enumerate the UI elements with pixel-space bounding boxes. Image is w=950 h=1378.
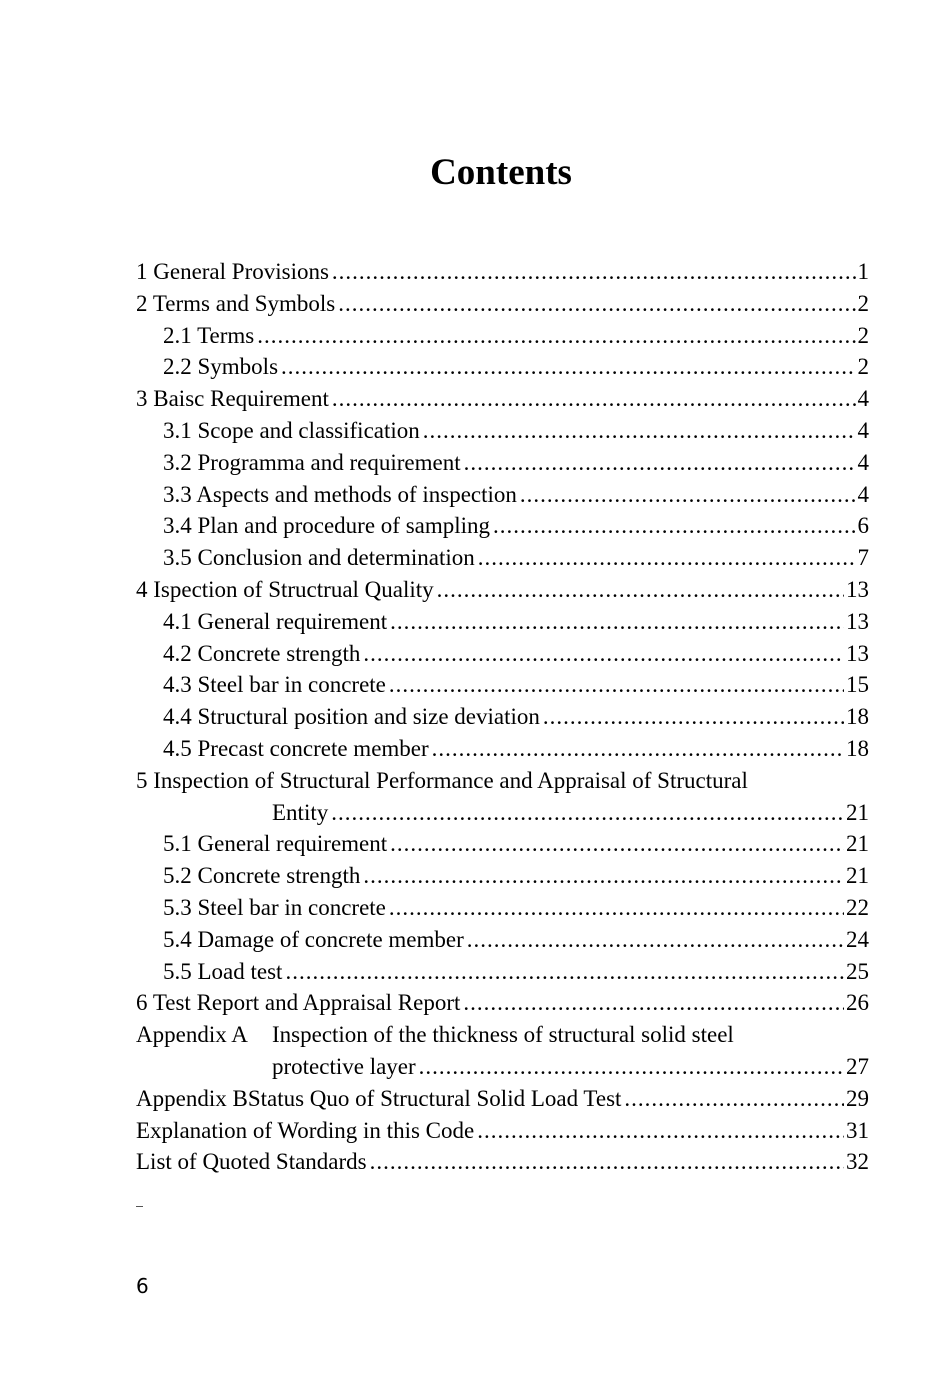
page-number: 6 [136,1274,149,1298]
toc-entry-label: 3.4 Plan and procedure of sampling [163,513,491,539]
toc-entry-page: 18 [846,735,869,761]
toc-entry-5[interactable] [136,765,869,797]
leader-dots [390,606,844,638]
toc-entry-5-2[interactable] [136,860,869,892]
toc-entry-3[interactable] [136,383,869,415]
toc-entry-page: 13 [846,640,869,666]
leader-dots [437,574,844,606]
toc-entry-label: 5.2 Concrete strength [163,863,361,889]
leader-dots [331,797,844,829]
leader-dots [543,701,844,733]
toc-entry-page: 6 [857,513,869,539]
toc-entry-label: 3.2 Programma and requirement [163,449,461,475]
appendix-code: Appendix A [136,1022,248,1048]
toc-entry-label: 3 Baisc Requirement [136,386,329,412]
toc-entry-4-3[interactable] [136,669,869,701]
toc-entry-label: 2 Terms and Symbols [136,290,336,316]
toc-entry-appendix-b[interactable] [136,1083,869,1115]
toc-entry-3-1[interactable] [136,415,869,447]
toc-entry-page: 22 [846,894,869,920]
toc-entry-label: Status Quo of Structural Solid Load Test [247,1085,622,1111]
toc-entry-label: 1 General Provisions [136,259,329,284]
toc-entry-5-3[interactable] [136,892,869,924]
leader-dots [467,924,844,956]
toc-entry-label: 4.2 Concrete strength [163,640,361,666]
leader-dots [338,288,855,320]
leader-dots [390,828,844,860]
toc-entry-5-1[interactable] [136,828,869,860]
toc-entry-label: Inspection of the thickness of structural solid steel [272,1022,734,1048]
toc-entry-label: 4.4 Structural position and size deviation [163,704,540,730]
toc-entry-label: 4.3 Steel bar in concrete [163,672,386,698]
toc-entry-appendix-a[interactable] [136,1019,869,1051]
page-title: Contents [430,152,572,193]
toc-entry-page: 29 [846,1085,869,1111]
stray-mark [136,1206,143,1207]
toc-entry-page: 13 [846,608,869,634]
appendix-code: Appendix B [136,1085,248,1111]
toc-entry-3-4[interactable] [136,510,869,542]
toc-entry-3-3[interactable] [136,479,869,511]
leader-dots [363,860,844,892]
toc-entry-4-4[interactable] [136,701,869,733]
leader-dots [419,1051,844,1083]
leader-dots [281,351,855,383]
toc-entry-label: 5.3 Steel bar in concrete [163,894,386,920]
leader-dots [332,256,856,288]
toc-entry-label: Entity [272,799,329,825]
table-of-contents [136,256,869,1178]
toc-entry-label: 5.4 Damage of concrete member [163,926,464,952]
toc-entry-3-5[interactable] [136,542,869,574]
toc-entry-5-continued[interactable] [136,797,869,829]
toc-entry-page: 21 [846,863,869,889]
leader-dots [389,892,844,924]
toc-entry-label: 5.5 Load test [163,958,283,984]
toc-entry-label: 3.3 Aspects and methods of inspection [163,481,517,507]
leader-dots [285,956,844,988]
toc-entry-label: 5.1 General requirement [163,831,388,857]
leader-dots [332,383,856,415]
leader-dots [478,542,856,574]
toc-entry-2-2[interactable] [136,351,869,383]
leader-dots [493,510,855,542]
leader-dots [464,447,856,479]
leader-dots [370,1146,844,1178]
toc-entry-appendix-a-continued[interactable] [136,1051,869,1083]
toc-entry-4-2[interactable] [136,638,869,670]
toc-entry-label: protective layer [272,1053,416,1079]
toc-entry-page: 2 [857,322,869,348]
leader-dots [432,733,844,765]
toc-entry-label: 2.1 Terms [163,322,255,348]
toc-entry-page: 18 [846,704,869,730]
toc-entry-6[interactable] [136,987,869,1019]
toc-entry-page: 27 [846,1053,869,1079]
toc-entry-page: 24 [846,926,869,952]
toc-entry-4-5[interactable] [136,733,869,765]
toc-entry-4-1[interactable] [136,606,869,638]
leader-dots [363,638,844,670]
toc-entry-page: 7 [857,545,869,571]
toc-entry-label: 3.1 Scope and classification [163,417,420,443]
toc-entry-page: 26 [846,990,869,1016]
toc-entry-page: 25 [846,958,869,984]
toc-entry-label: 5 Inspection of Structural Performance and Appraisal of Structural [136,767,748,793]
leader-dots [520,479,856,511]
toc-entry-page: 2 [857,354,869,380]
toc-entry-page: 31 [846,1117,869,1143]
toc-entry-page: 4 [857,417,869,443]
leader-dots [389,669,844,701]
toc-entry-2[interactable] [136,288,869,320]
toc-entry-label: 3.5 Conclusion and determination [163,545,475,571]
toc-entry-5-5[interactable] [136,956,869,988]
toc-entry-label: List of Quoted Standards [136,1149,367,1175]
leader-dots [257,320,855,352]
toc-entry-page: 4 [857,481,869,507]
toc-entry-page: 13 [846,576,869,602]
toc-entry-2-1[interactable] [136,320,869,352]
toc-entry-page: 4 [857,449,869,475]
toc-entry-3-2[interactable] [136,447,869,479]
toc-entry-4[interactable] [136,574,869,606]
leader-dots [463,987,844,1019]
toc-entry-label: 6 Test Report and Appraisal Report [136,990,461,1016]
toc-entry-page: 32 [846,1149,869,1175]
toc-entry-page: 4 [857,386,869,412]
toc-entry-1[interactable] [136,256,869,288]
toc-entry-label: 4 Ispection of Structrual Quality [136,576,434,602]
toc-entry-label: 2.2 Symbols [163,354,279,380]
leader-dots [423,415,856,447]
leader-dots [624,1083,844,1115]
toc-entry-page: 2 [857,290,869,316]
toc-entry-label: 4.5 Precast concrete member [163,735,429,761]
leader-dots [477,1115,844,1147]
toc-entry-quoted-standards[interactable] [136,1146,869,1178]
toc-entry-page: 15 [846,672,869,698]
toc-entry-label: Explanation of Wording in this Code [136,1117,475,1143]
toc-entry-page: 1 [857,259,869,284]
toc-entry-wording[interactable] [136,1115,869,1147]
toc-entry-page: 21 [846,799,869,825]
toc-entry-label: 4.1 General requirement [163,608,388,634]
toc-entry-page: 21 [846,831,869,857]
toc-entry-5-4[interactable] [136,924,869,956]
